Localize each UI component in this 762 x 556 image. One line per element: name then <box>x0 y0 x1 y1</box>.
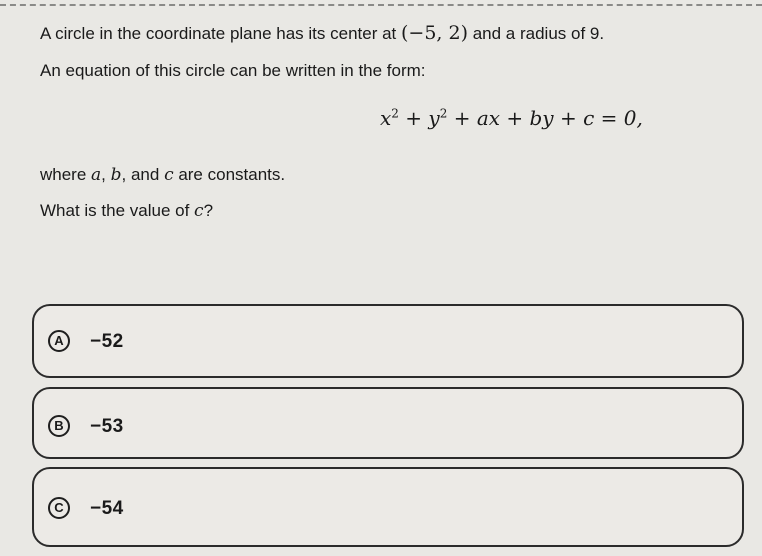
answer-choice-a[interactable] <box>32 304 744 378</box>
choice-value: −53 <box>90 416 124 437</box>
equation-exponent: 2 <box>439 106 448 121</box>
question-text: where <box>40 165 92 184</box>
choice-letter-badge: C <box>48 497 70 519</box>
choice-value: −54 <box>90 498 124 519</box>
equation-x: x <box>380 106 392 130</box>
question-line-1 <box>40 22 604 46</box>
question-text: ? <box>203 201 214 220</box>
variable-c: c <box>194 201 204 221</box>
circle-center: (−5, 2) <box>400 22 468 44</box>
question-text: , <box>101 165 111 184</box>
equation-exponent: 2 <box>391 106 399 121</box>
choice-value: −52 <box>90 331 124 352</box>
answer-choice-c[interactable] <box>32 467 744 547</box>
question-text: A circle in the coordinate plane has its center at <box>40 24 401 43</box>
equation-y: y <box>428 106 440 130</box>
question-line-3 <box>40 164 285 186</box>
top-divider <box>0 4 762 6</box>
question-text: What is the value of <box>40 201 195 220</box>
question-text: , and <box>121 165 165 184</box>
question-prompt <box>40 200 213 222</box>
choice-letter-badge: B <box>48 415 70 437</box>
variable-a: a <box>91 165 102 185</box>
equation-rest: + ax + by + c = 0, <box>447 106 643 130</box>
answer-choice-b[interactable] <box>32 387 744 459</box>
question-text: are constants. <box>173 165 286 184</box>
variable-b: b <box>110 165 122 185</box>
circle-equation: $x^2 + y^2$ + ax + by + c = 0, <box>380 106 643 130</box>
variable-c: c <box>164 165 174 185</box>
question-line-2: An equation of this circle can be written in the form: <box>40 61 426 80</box>
choice-letter-badge: A <box>48 330 70 352</box>
question-text: and a radius of 9. <box>468 24 605 43</box>
